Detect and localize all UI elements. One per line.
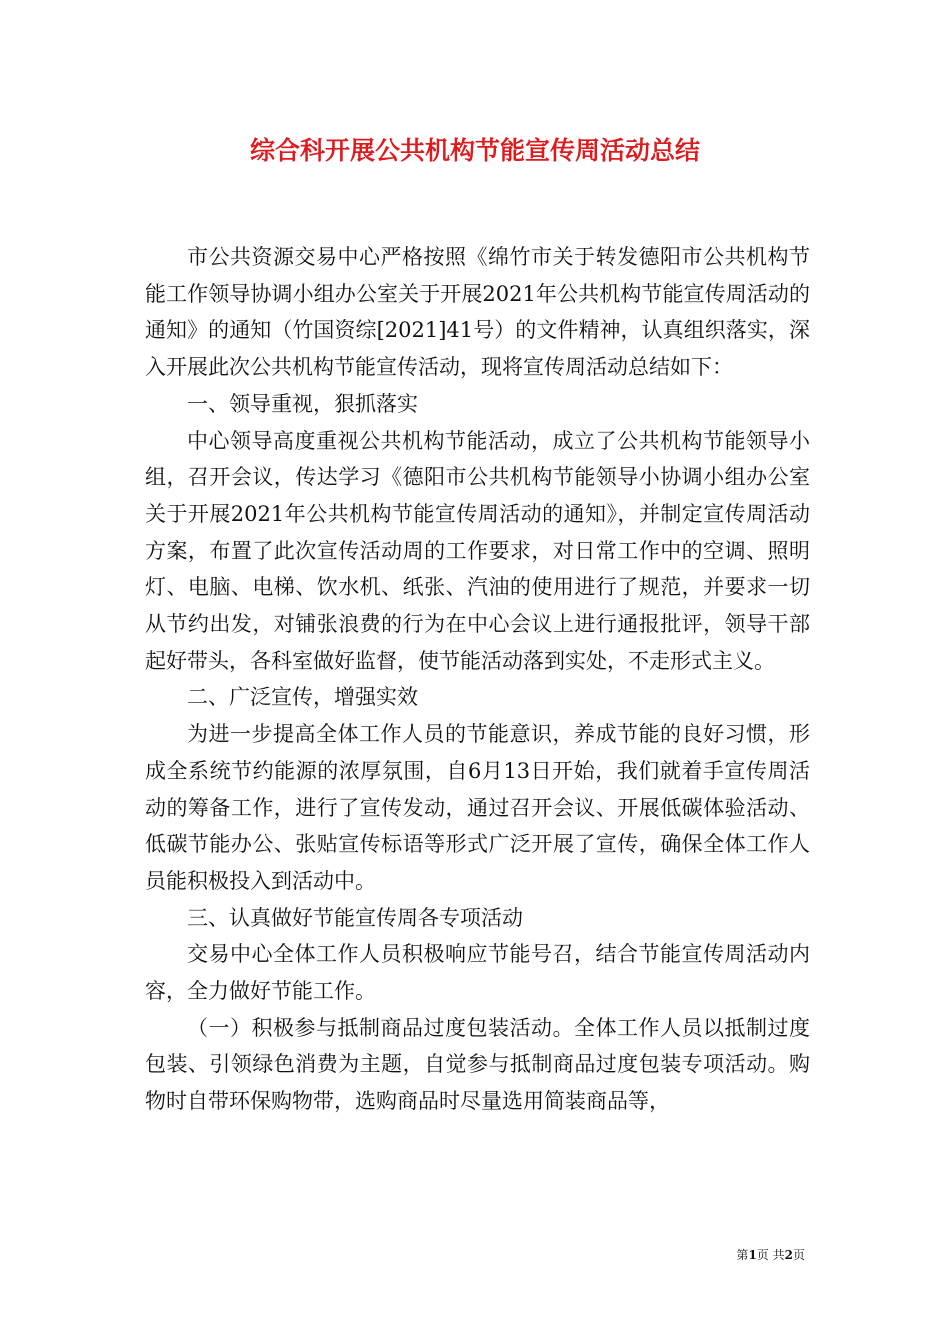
section-3-paragraph: 交易中心全体工作人员积极响应节能号召，结合节能宣传周活动内容，全力做好节能工作。 — [145, 942, 810, 1004]
page-number-prefix: 第 — [736, 1248, 749, 1262]
current-page-number: 1 — [748, 1248, 757, 1262]
section-heading-1: 一、领导重视，狠抓落实 — [187, 391, 418, 416]
subsection-1-paragraph: （一）积极参与抵制商品过度包装活动。全体工作人员以抵制过度包装、引领绿色消费为主题，自觉参与抵制商品过度包装专项活动。购物时自带环保购物带，选购商品时尽量选用简装商品等， — [145, 1015, 810, 1114]
section-1-paragraph: 中心领导高度重视公共机构节能活动，成立了公共机构节能领导小组，召开会议，传达学习《德阳市公共机构节能领导小协调小组办公室关于开展2021年公共机构节能宣传周活动的通知》，并制定宣传周活动方案，布置了此次宣传活动周的工作要求，对日常工作中的空调、照明灯、电脑、电梯、饮水机、纸张、汽油的使用进行了规范，并要求一切从节约出发，对铺张浪费的行为在中心会议上进行通报批评，领导干部起好带头，各科室做好监督，使节能活动落到实处，不走形式主义。 — [145, 428, 810, 673]
document-body — [145, 239, 810, 1120]
document-title: 综合科开展公共机构节能宣传周活动总结 — [249, 136, 700, 165]
section-heading-3: 三、认真做好节能宣传周各专项活动 — [187, 905, 523, 930]
page-number-suffix: 页 — [792, 1248, 805, 1262]
page-number — [736, 1246, 805, 1264]
section-2-paragraph: 为进一步提高全体工作人员的节能意识，养成节能的良好习惯，形成全系统节约能源的浓厚氛围，自6月13日开始，我们就着手宣传周活动的筹备工作，进行了宣传发动，通过召开会议、开展低碳体验活动、低碳节能办公、张贴宣传标语等形式广泛开展了宣传，确保全体工作人员能积极投入到活动中。 — [145, 722, 810, 893]
total-page-number: 2 — [784, 1248, 793, 1262]
section-heading-2: 二、广泛宣传，增强实效 — [187, 685, 418, 710]
intro-paragraph: 市公共资源交易中心严格按照《绵竹市关于转发德阳市公共机构节能工作领导协调小组办公室关于开展2021年公共机构节能宣传周活动的通知》的通知（竹国资综[2021]41号）的文件精神，认真组织落实，深入开展此次公共机构节能宣传活动，现将宣传周活动总结如下： — [145, 245, 810, 380]
page-number-middle: 页 共 — [756, 1248, 785, 1262]
